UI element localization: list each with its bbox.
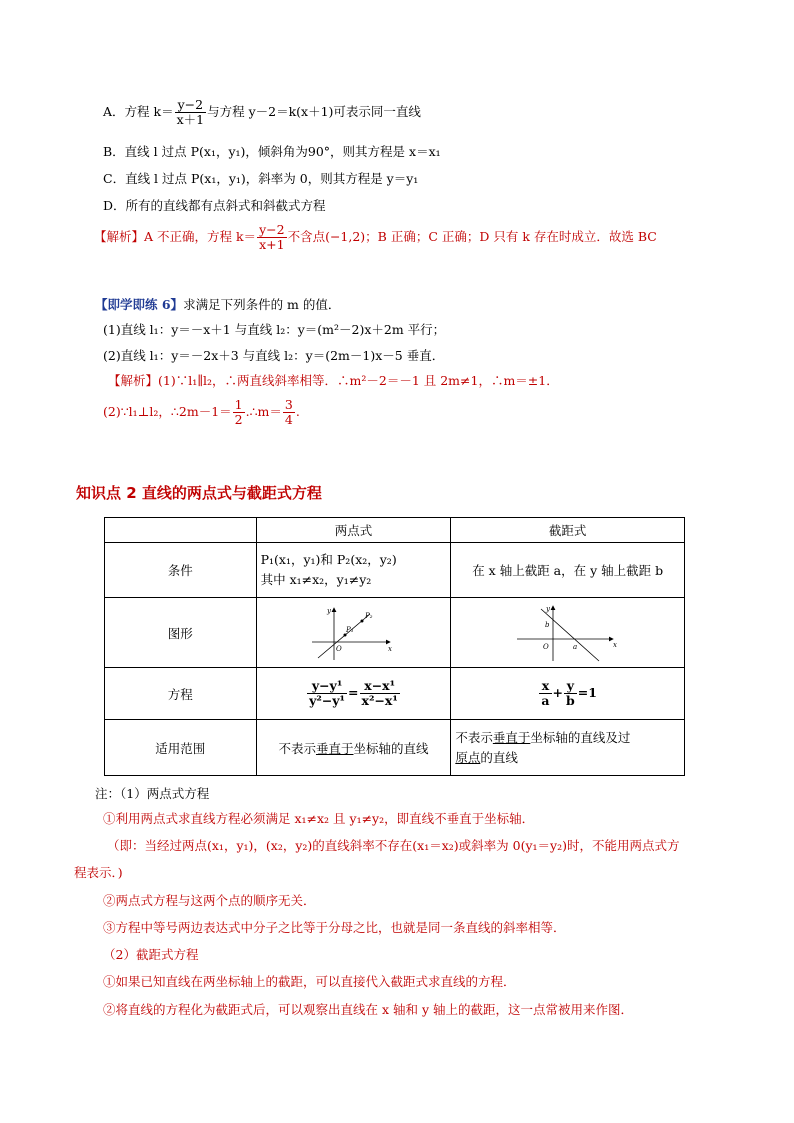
condition-label: 条件 (105, 543, 257, 598)
note-2b: 程表示．) (74, 865, 123, 880)
svg-text:O: O (336, 644, 343, 653)
option-a (103, 98, 421, 127)
note-heading-1: 注：（1）两点式方程 (95, 786, 210, 801)
two-point-graph (308, 604, 398, 662)
svg-text:x: x (612, 640, 617, 649)
note-1: ①利用两点式求直线方程必须满足 x₁≠x₂ 且 y₁≠y₂，即直线不垂直于坐标轴． (103, 811, 535, 826)
scope-intercept: 不表示垂直于坐标轴的直线及过 原点的直线 (451, 720, 685, 776)
condition-intercept: 在 x 轴上截距 a，在 y 轴上截距 b (451, 543, 685, 598)
point-p2 (361, 619, 364, 622)
analysis-1-prefix: 【解析】A 不正确，方程 k＝ (94, 229, 257, 244)
practice-prompt: 求满足下列条件的 m 的值． (183, 297, 341, 312)
graph-two-point (256, 598, 451, 668)
answer-2-fraction-half: $\frac{1}{2}$ (234, 397, 243, 427)
table-header-empty (105, 518, 257, 543)
option-a-suffix: 与方程 y－2＝k(x＋1)可表示同一直线 (207, 104, 421, 119)
analysis-1 (94, 223, 657, 252)
note-3: ②两点式方程与这两个点的顺序无关． (103, 893, 316, 908)
table-header-intercept: 截距式 (451, 518, 685, 543)
svg-text:P₁: P₁ (346, 625, 354, 634)
option-a-prefix: A．方程 k＝ (103, 104, 174, 119)
analysis-1-fraction: $\frac{y-2}{x+1}$ (259, 222, 285, 252)
note-7: ②将直线的方程化为截距式后，可以观察出直线在 x 轴和 y 轴上的截距，这一点常被用来作图． (103, 1002, 634, 1017)
graph-intercept (451, 598, 685, 668)
answer-2-fraction-three-quarters: $\frac{3}{4}$ (284, 397, 293, 427)
table-header-two-point: 两点式 (256, 518, 451, 543)
svg-text:x: x (388, 644, 393, 653)
table-row-scope (105, 720, 685, 776)
svg-text:b: b (544, 620, 550, 629)
svg-text:a: a (572, 642, 577, 651)
option-b: B．直线 l 过点 P(x₁，y₁)，倾斜角为90°，则其方程是 x＝x₁ (103, 144, 441, 159)
scope-two-point: 不表示垂直于坐标轴的直线 (256, 720, 451, 776)
analysis-1-suffix: 不含点(−1,2)；B 正确；C 正确；D 只有 k 存在时成立．故选 BC (287, 229, 657, 244)
svg-text:y: y (327, 606, 332, 615)
note-6: ①如果已知直线在两坐标轴上的截距，可以直接代入截距式求直线的方程． (103, 974, 516, 989)
table-row-graph (105, 598, 685, 668)
practice-q1: (1)直线 l₁：y＝－x＋1 与直线 l₂：y＝(m²－2)x＋2m 平行； (103, 322, 446, 337)
formula-table (104, 517, 685, 776)
intercept-graph (513, 603, 623, 663)
equation-label: 方程 (105, 668, 257, 720)
equation-two-point: $\frac{\text{y−y¹}}{\text{y²−y¹}}$ = $\frac{\text{x−x¹}}{\text{x²−x¹}}$ (256, 668, 451, 720)
option-c: C．直线 l 过点 P(x₁，y₁)，斜率为 0，则其方程是 y＝y₁ (103, 171, 419, 186)
practice-label: 【即学即练 6】 (95, 297, 184, 312)
option-a-fraction: $\frac{y-2}{x+1}$ (176, 97, 205, 127)
table-header-row (105, 518, 685, 543)
practice-header (95, 295, 340, 313)
note-heading-2: （2）截距式方程 (103, 947, 199, 962)
option-d: D．所有的直线都有点斜式和斜截式方程 (103, 198, 326, 213)
note-4: ③方程中等号两边表达式中分子之比等于分母之比，也就是同一条直线的斜率相等． (103, 920, 566, 935)
note-2a: （即：当经过两点(x₁，y₁)，(x₂，y₂)的直线斜率不存在(x₁＝x₂)或斜率为 0(y₁＝y₂)时，不能用两点式方 (107, 838, 680, 853)
practice-answer-1: 【解析】(1)∵l₁∥l₂，∴两直线斜率相等．∴m²－2＝－1 且 2m≠1，∴m＝±1． (108, 373, 559, 388)
graph-label: 图形 (105, 598, 257, 668)
section-title: 知识点 2 直线的两点式与截距式方程 (76, 484, 322, 502)
svg-text:O: O (542, 642, 549, 651)
table-row-equation (105, 668, 685, 720)
svg-text:y: y (545, 604, 550, 613)
practice-answer-2: (2)∵l₁⊥l₂，∴2m－1＝ $\frac{1}{2}$ .∴m＝ $\frac{3}{4}$ . (103, 397, 300, 427)
equation-intercept: $\frac{x}{a}$ + $\frac{y}{b}$ =1 (451, 668, 685, 720)
practice-q2: (2)直线 l₁：y＝－2x＋3 与直线 l₂：y＝(2m－1)x－5 垂直． (103, 348, 445, 363)
condition-two-point: P₁(x₁，y₁)和 P₂(x₂，y₂) 其中 x₁≠x₂，y₁≠y₂ (256, 543, 451, 598)
table-row-condition (105, 543, 685, 598)
svg-text:P₂: P₂ (365, 611, 373, 620)
graph-line (541, 609, 599, 661)
scope-label: 适用范围 (105, 720, 257, 776)
